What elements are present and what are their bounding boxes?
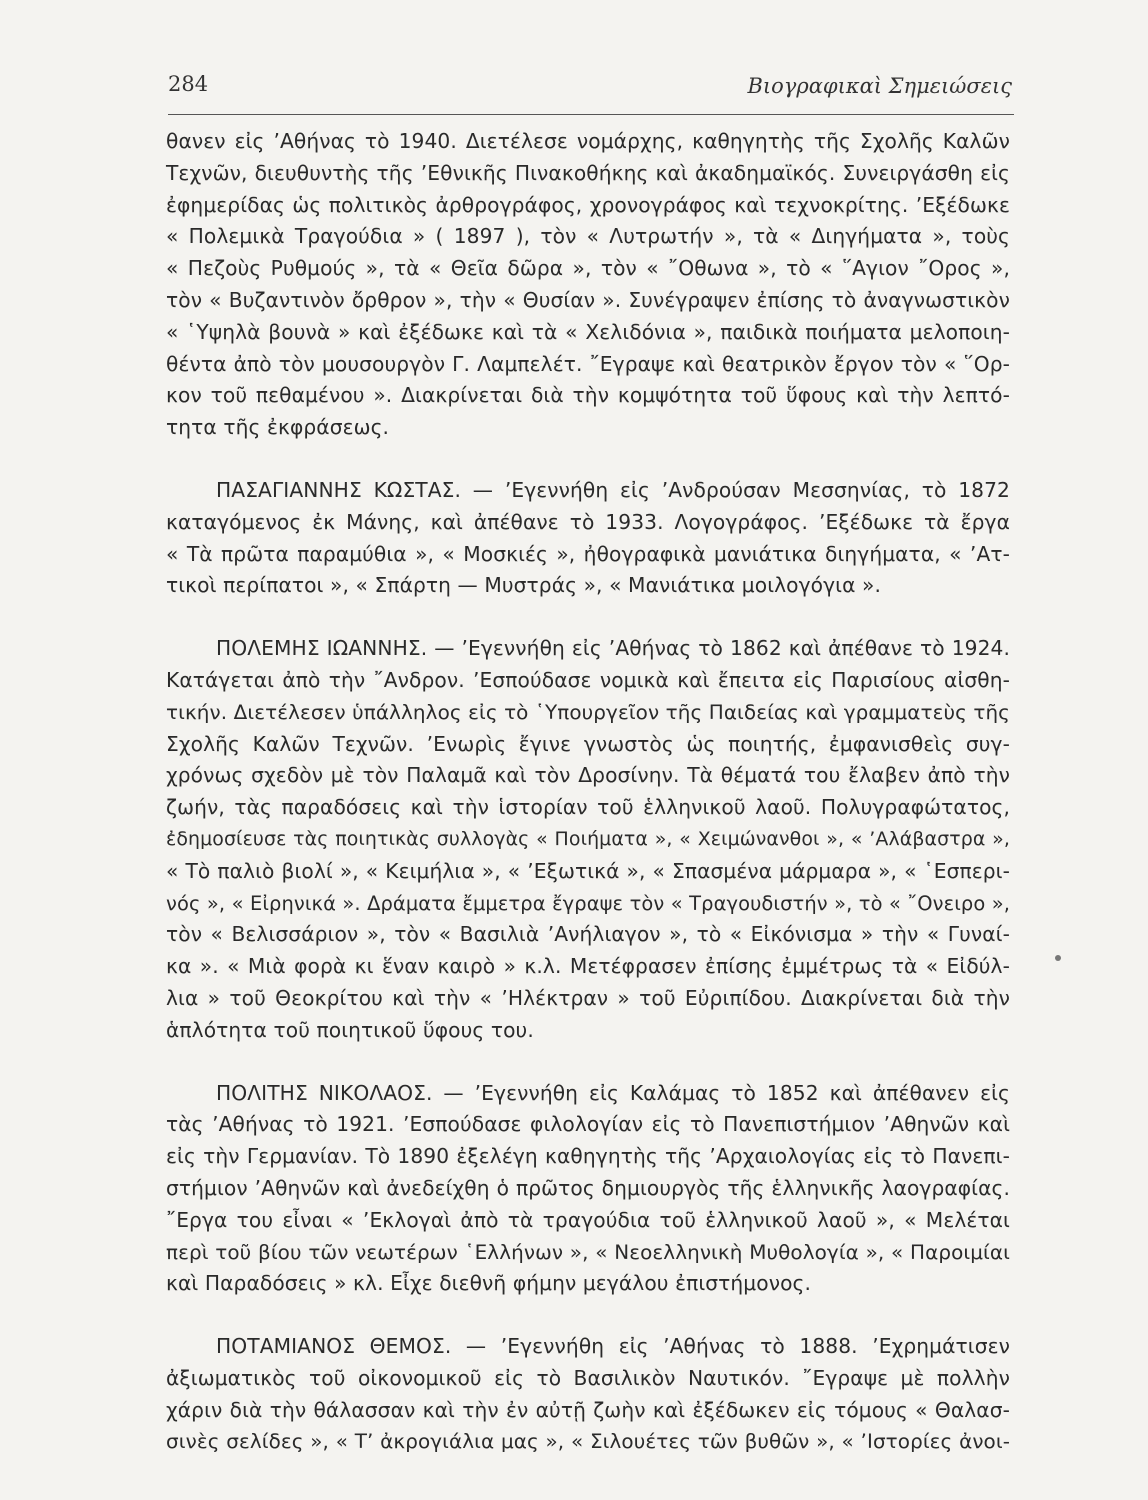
text-line: τικήν. Διετέλεσεν ὑπάλληλος εἰς τὸ ῾Υπουργεῖον τῆς Παιδείας καὶ γραμματεὺς τῆς <box>166 699 1010 724</box>
entry-politis <box>166 1078 1010 1301</box>
text-line: στήμιον ’Αθηνῶν καὶ ἀνεδείχθη ὁ πρῶτος δημιουργὸς τῆς ἑλληνικῆς λαογραφίας. <box>166 1175 1010 1200</box>
text-line: ἁπλότητα τοῦ ποιητικοῦ ὕφους του. <box>166 1017 534 1042</box>
text-line: Κατάγεται ἀπὸ τὴν ῎Ανδρον. ’Εσπούδασε νομικὰ καὶ ἔπειτα εἰς Παρισίους αἰσθη- <box>166 667 1010 692</box>
text-line: καὶ Παραδόσεις » κλ. Εἶχε διεθνῆ φήμην μεγάλου ἐπιστήμονος. <box>166 1271 811 1296</box>
entry-heading-line: ΠΟΛΙΤΗΣ ΝΙΚΟΛΑΟΣ. — ’Εγεννήθη εἰς Καλάμας τὸ 1852 καὶ ἀπέθανεν εἰς <box>216 1080 1010 1105</box>
running-title: Βιογραφικαὶ Σημειώσεις <box>747 74 1012 98</box>
text-line: « Πεζοὺς Ρυθμούς », τὰ « Θεῖα δῶρα », τὸν « ῎Οθωνα », τὸ « ῞Αγιον ῎Ορος », <box>166 256 1010 281</box>
text-line: « Τὰ πρῶτα παραμύθια », « Μοσκιές », ἠθογραφικὰ μανιάτικα διηγήματα, « ’Ατ- <box>166 541 1010 566</box>
entry-heading-line: ΠΟΤΑΜΙΑΝΟΣ ΘΕΜΟΣ. — ’Εγεννήθη εἰς ’Αθήνας τὸ 1888. ’Εχρημάτισεν <box>216 1334 1010 1359</box>
text-line: τητα τῆς ἐκφράσεως. <box>166 415 390 440</box>
text-line: ἐδημοσίευσε τὰς ποιητικὰς συλλογὰς « Ποιήματα », « Χειμώνανθοι », « ’Αλάβαστρα », <box>166 827 1010 850</box>
text-line: θέντα ἀπὸ τὸν μουσουργὸν Γ. Λαμπελέτ. ῎Εγραψε καὶ θεατρικὸν ἔργον τὸν « ῞Ορ- <box>166 351 1010 376</box>
entry-pasagiannis <box>166 475 1010 602</box>
continuation-paragraph <box>166 126 1010 444</box>
text-line: κον τοῦ πεθαμένου ». Διακρίνεται διὰ τὴν κομψότητα τοῦ ὕφους καὶ τὴν λεπτό- <box>166 383 1010 408</box>
text-line: ἀξιωματικὸς τοῦ οἰκονομικοῦ εἰς τὸ Βασιλικὸν Ναυτικόν. ῎Εγραψε μὲ πολλὴν <box>166 1365 1010 1390</box>
text-line: σινὲς σελίδες », « Τ’ ἀκρογιάλια μας », « Σιλουέτες τῶν βυθῶν », « ’Ιστορίες ἀνοι- <box>166 1429 1010 1454</box>
text-line: χρόνως σχεδὸν μὲ τὸν Παλαμᾶ καὶ τὸν Δροσίνην. Τὰ θέματά του ἔλαβεν ἀπὸ τὴν <box>166 763 1010 788</box>
text-line: νός », « Εἰρηνικά ». Δράματα ἔμμετρα ἔγραψε τὸν « Τραγουδιστήν », τὸ « ῎Ονειρο », <box>166 891 1010 915</box>
entry-potamianos <box>166 1331 1010 1458</box>
text-line: λια » τοῦ Θεοκρίτου καὶ τὴν « ’Ηλέκτραν » τοῦ Εὐριπίδου. Διακρίνεται διὰ τὴν <box>166 985 1010 1010</box>
text-line: κα ». « Μιὰ φορὰ κι ἕναν καιρὸ » κ.λ. Μετέφρασεν ἐπίσης ἐμμέτρως τὰ « Εἰδύλ- <box>166 954 1010 979</box>
text-line: « Πολεμικὰ Τραγούδια » ( 1897 ), τὸν « Λυτρωτήν », τὰ « Διηγήματα », τοὺς <box>166 224 1010 249</box>
text-line: καταγόμενος ἐκ Μάνης, καὶ ἀπέθανε τὸ 1933. Λογογράφος. ’Εξέδωκε τὰ ἔργα <box>166 509 1010 534</box>
text-line: τὸν « Βυζαντινὸν ὄρθρον », τὴν « Θυσίαν ». Συνέγραψεν ἐπίσης τὸ ἀναγνωστικὸν <box>166 287 1010 312</box>
text-line: Σχολῆς Καλῶν Τεχνῶν. ’Ενωρὶς ἔγινε γνωστὸς ὡς ποιητής, ἐμφανισθεὶς συγ- <box>166 731 1010 756</box>
text-line: εἰς τὴν Γερμανίαν. Τὸ 1890 ἐξελέγη καθηγητὴς τῆς ’Αρχαιολογίας εἰς τὸ Πανεπι- <box>166 1144 1010 1169</box>
page-number: 284 <box>168 72 209 96</box>
page-header <box>168 70 1014 115</box>
text-line: ῎Εργα του εἶναι « ’Εκλογαὶ ἀπὸ τὰ τραγούδια τοῦ ἑλληνικοῦ λαοῦ », « Μελέται <box>166 1207 1010 1232</box>
scan-speck <box>1055 955 1061 961</box>
text-line: χάριν διὰ τὴν θάλασσαν καὶ τὴν ἐν αὐτῇ ζωὴν καὶ ἐξέδωκεν εἰς τόμους « Θαλασ- <box>166 1397 1010 1422</box>
entry-heading-line: ΠΑΣΑΓΙΑΝΝΗΣ ΚΩΣΤΑΣ. — ’Εγεννήθη εἰς ’Ανδρούσαν Μεσσηνίας, τὸ 1872 <box>216 477 1010 502</box>
text-line: περὶ τοῦ βίου τῶν νεωτέρων ῾Ελλήνων », « Νεοελληνικὴ Μυθολογία », « Παροιμίαι <box>166 1239 1010 1264</box>
text-line: « ῾Υψηλὰ βουνὰ » καὶ ἐξέδωκε καὶ τὰ « Χελιδόνια », παιδικὰ ποιήματα μελοποιη- <box>166 319 1010 344</box>
entry-heading-line: ΠΟΛΕΜΗΣ ΙΩΑΝΝΗΣ. — ’Εγεννήθη εἰς ’Αθήνας τὸ 1862 καὶ ἀπέθανε τὸ 1924. <box>216 636 1010 661</box>
text-line: « Τὸ παλιὸ βιολί », « Κειμήλια », « ’Εξωτικά », « Σπασμένα μάρμαρα », « ῾Εσπερι- <box>166 858 1010 883</box>
entry-polemis <box>166 633 1010 1046</box>
text-line: τὰς ’Αθήνας τὸ 1921. ’Εσπούδασε φιλολογίαν εἰς τὸ Πανεπιστήμιον ’Αθηνῶν καὶ <box>166 1112 1010 1137</box>
text-line: ζωήν, τὰς παραδόσεις καὶ τὴν ἱστορίαν τοῦ ἑλληνικοῦ λαοῦ. Πολυγραφώτατος, <box>166 795 1010 820</box>
text-line: τὸν « Βελισσάριον », τὸν « Βασιλιὰ ’Ανήλιαγον », τὸ « Εἰκόνισμα » τὴν « Γυναί- <box>166 922 1010 947</box>
text-line: θανεν εἰς ’Αθήνας τὸ 1940. Διετέλεσε νομάρχης, καθηγητὴς τῆς Σχολῆς Καλῶν <box>166 129 1010 153</box>
text-line: Τεχνῶν, διευθυντὴς τῆς ’Εθνικῆς Πινακοθήκης καὶ ἀκαδημαϊκός. Συνειργάσθη εἰς <box>166 160 1010 185</box>
text-line: τικοὶ περίπατοι », « Σπάρτη — Μυστράς », « Μανιάτικα μοιλογόγια ». <box>166 573 881 598</box>
body-text <box>166 126 1010 1458</box>
text-line: ἐφημερίδας ὡς πολιτικὸς ἀρθρογράφος, χρονογράφος καὶ τεχνοκρίτης. ’Εξέδωκε <box>166 192 1010 217</box>
